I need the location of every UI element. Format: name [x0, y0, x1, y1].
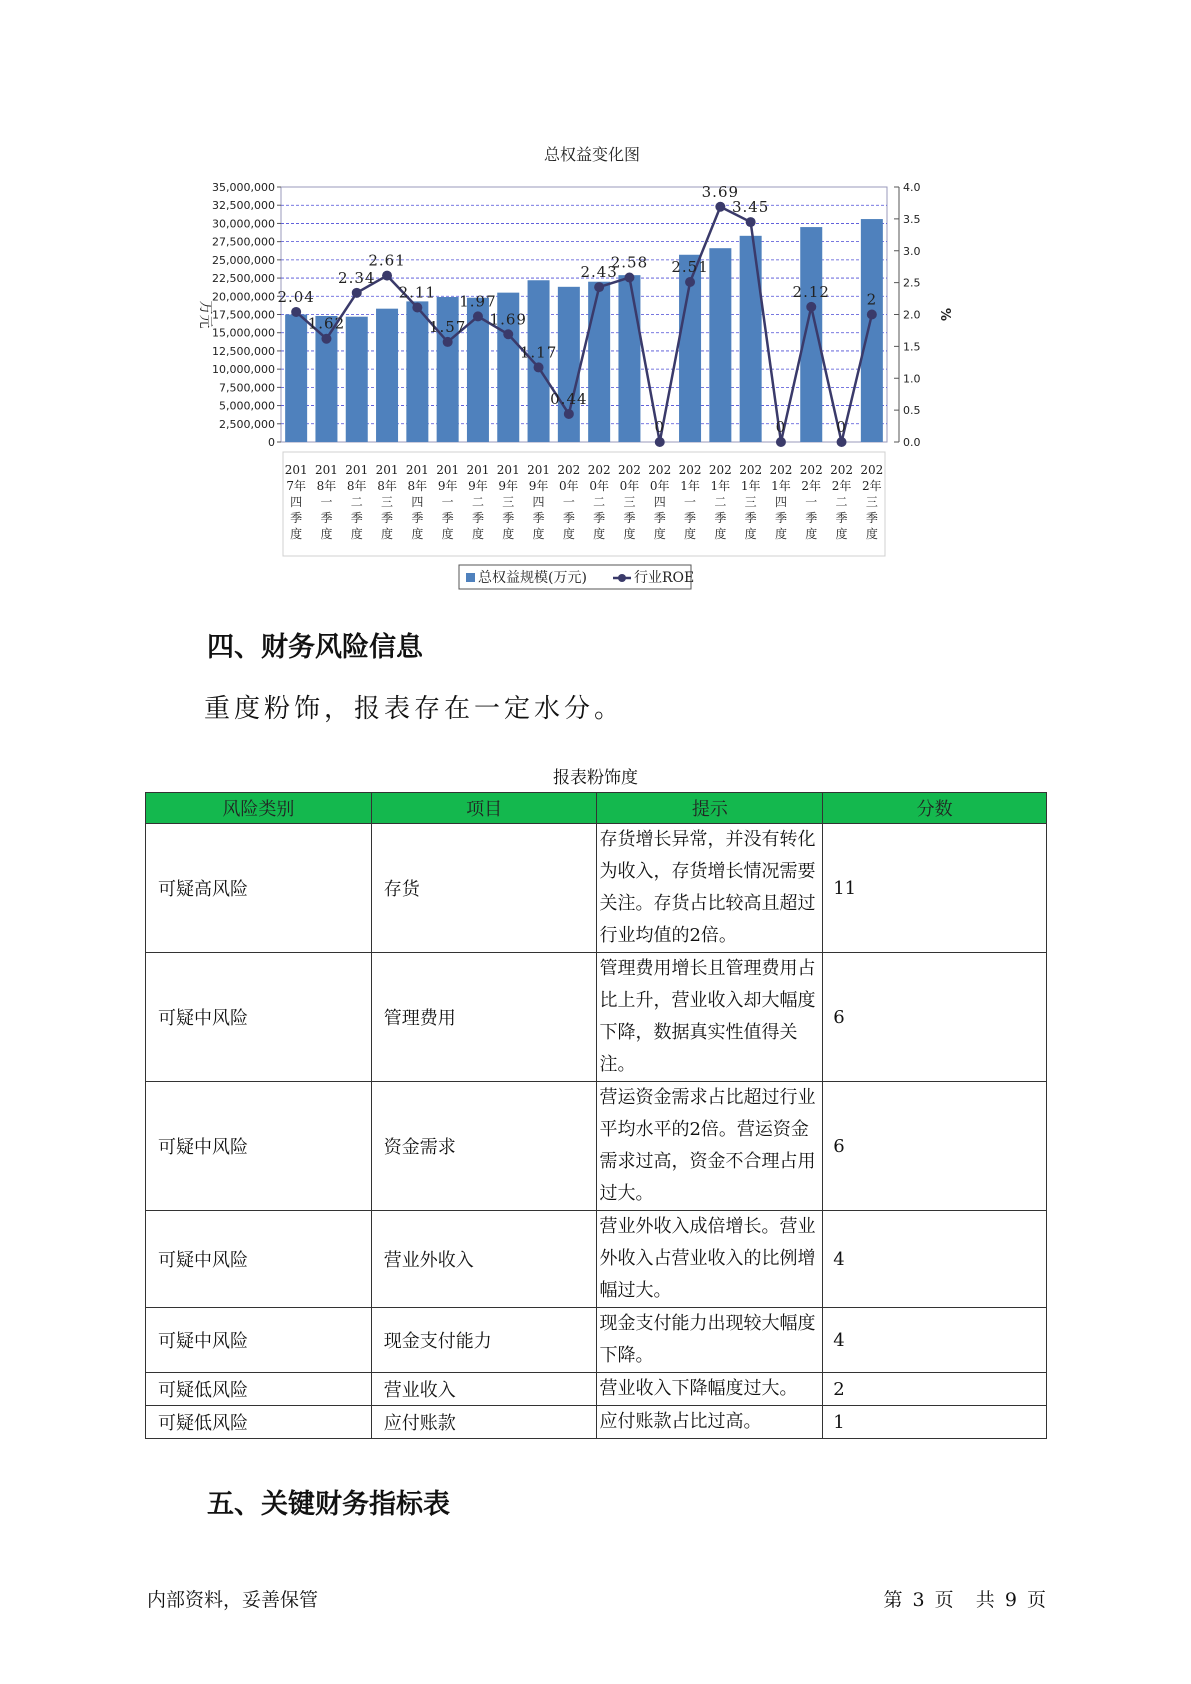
x-tick-label: 202: [678, 463, 702, 477]
risk-category: 可疑中风险: [146, 1211, 372, 1308]
roe-point: [806, 302, 816, 312]
y2-axis-label: %: [937, 307, 952, 322]
page-total-unit: 页: [1026, 1589, 1046, 1611]
x-axis-label-box: [283, 452, 885, 556]
chart-title: 总权益变化图: [543, 145, 641, 164]
x-tick-label: 2年: [862, 479, 882, 493]
footer-page-number: [881, 1585, 1048, 1612]
section-heading-risk: 四、财务风险信息: [207, 632, 423, 663]
x-tick-label: 四: [532, 495, 545, 509]
x-tick-label: 季: [320, 511, 333, 525]
roe-data-label: 0: [654, 418, 666, 436]
page-total: 9: [1004, 1589, 1017, 1611]
bar: [285, 315, 307, 443]
x-tick-label: 三: [502, 495, 515, 509]
x-tick-label: 季: [411, 511, 424, 525]
header-score: 分数: [823, 793, 1047, 824]
x-tick-label: 四: [653, 495, 666, 509]
legend-label-line: 行业ROE: [634, 570, 695, 586]
x-tick-label: 季: [502, 511, 515, 525]
x-tick-label: 季: [835, 511, 848, 525]
x-tick-label: 1年: [740, 479, 761, 493]
x-tick-label: 度: [502, 527, 515, 541]
table-row: [146, 1373, 1047, 1406]
bar: [740, 236, 762, 442]
x-tick-label: 度: [290, 527, 303, 541]
x-tick-label: 度: [411, 527, 424, 541]
x-tick-label: 季: [593, 511, 606, 525]
roe-point: [534, 362, 544, 372]
y-tick-label: 7,500,000: [219, 381, 275, 395]
bar: [346, 317, 368, 442]
x-tick-label: 三: [865, 495, 878, 509]
x-tick-label: 201: [436, 463, 460, 477]
risk-score: 4: [823, 1211, 1047, 1308]
y-tick-label: 35,000,000: [212, 181, 275, 194]
risk-category: 可疑低风险: [146, 1373, 372, 1406]
roe-data-label: 1.62: [307, 314, 346, 333]
roe-data-label: 2.34: [338, 268, 376, 287]
page-unit: 页: [934, 1589, 954, 1611]
risk-score: 6: [823, 953, 1047, 1082]
x-tick-label: 四: [411, 495, 424, 509]
risk-score: 1: [823, 1406, 1047, 1439]
x-tick-label: 度: [532, 527, 545, 541]
x-tick-label: 9年: [468, 479, 488, 493]
risk-category: 可疑高风险: [146, 824, 372, 953]
x-tick-label: 二: [350, 495, 363, 509]
x-tick-label: 季: [653, 511, 666, 525]
roe-point: [473, 311, 483, 321]
x-tick-label: 1年: [680, 479, 700, 493]
x-tick-label: 季: [774, 511, 787, 525]
x-tick-label: 度: [714, 527, 727, 541]
risk-category: 可疑中风险: [146, 953, 372, 1082]
x-tick-label: 二: [835, 495, 848, 509]
y-tick-label: 0: [268, 436, 275, 449]
x-tick-label: 三: [381, 495, 394, 509]
x-tick-label: 9年: [528, 479, 549, 493]
y2-tick-label: 2.5: [903, 276, 921, 290]
x-tick-label: 202: [739, 463, 763, 477]
x-tick-label: 一: [684, 495, 697, 509]
x-tick-label: 季: [744, 511, 757, 525]
y2-tick-label: 3.5: [903, 212, 921, 226]
risk-hint: 存货增长异常，并没有转化为收入，存货增长情况需要关注。存货占比较高且超过行业均值的2倍。: [597, 824, 823, 953]
x-tick-label: 202: [830, 463, 854, 477]
x-tick-label: 季: [350, 511, 363, 525]
roe-data-label: 3.69: [701, 182, 740, 201]
x-tick-label: 季: [623, 511, 636, 525]
x-tick-label: 202: [587, 463, 611, 477]
x-tick-label: 202: [860, 463, 884, 477]
risk-score: 11: [823, 824, 1047, 953]
risk-item: 现金支付能力: [371, 1308, 597, 1373]
roe-point: [382, 271, 392, 281]
roe-data-label: 1.69: [489, 310, 527, 329]
x-tick-label: 1年: [710, 479, 731, 493]
x-tick-label: 二: [471, 495, 484, 509]
x-tick-label: 二: [593, 495, 606, 509]
roe-point: [564, 409, 574, 419]
risk-item: 营业外收入: [371, 1211, 597, 1308]
y2-tick-label: 4.0: [903, 181, 921, 194]
x-tick-label: 201: [375, 463, 399, 477]
y-tick-label: 25,000,000: [212, 253, 275, 267]
table-row: [146, 1406, 1047, 1439]
x-tick-label: 一: [441, 495, 454, 509]
y-tick-label: 2,500,000: [219, 417, 275, 431]
x-tick-label: 一: [320, 495, 333, 509]
risk-summary-text: 重度粉饰，报表存在一定水分。: [204, 694, 625, 724]
roe-data-label: 2.11: [398, 283, 437, 302]
roe-point: [715, 202, 725, 212]
table-header-row: [146, 793, 1047, 824]
roe-data-label: 2.12: [792, 282, 830, 301]
x-tick-label: 季: [714, 511, 727, 525]
risk-item: 管理费用: [371, 953, 597, 1082]
y2-tick-label: 0.5: [903, 404, 921, 418]
bar: [406, 301, 428, 442]
risk-hint: 管理费用增长且管理费用占比上升，营业收入却大幅度下降，数据真实性值得关注。: [597, 953, 823, 1082]
roe-point: [412, 302, 422, 312]
x-tick-label: 四: [290, 495, 303, 509]
y-tick-label: 27,500,000: [212, 235, 275, 249]
roe-point: [746, 217, 756, 227]
x-tick-label: 7年: [286, 479, 306, 493]
risk-score: 6: [823, 1082, 1047, 1211]
x-tick-label: 201: [345, 463, 369, 477]
risk-table: [145, 792, 1047, 1439]
risk-hint: 营业外收入成倍增长。营业外收入占营业收入的比例增幅过大。: [597, 1211, 823, 1308]
x-tick-label: 度: [653, 527, 666, 541]
x-tick-label: 2年: [801, 479, 822, 493]
bar: [800, 227, 822, 442]
legend-label-bar: 总权益规模(万元): [478, 570, 587, 586]
x-tick-label: 202: [557, 463, 581, 477]
table-row: [146, 824, 1047, 953]
table-row: [146, 953, 1047, 1082]
y2-tick-label: 0.0: [903, 436, 921, 449]
x-tick-label: 2年: [831, 479, 852, 493]
x-tick-label: 二: [714, 495, 727, 509]
x-tick-label: 季: [562, 511, 575, 525]
x-tick-label: 202: [799, 463, 823, 477]
page-total-prefix: 共: [975, 1589, 995, 1611]
x-tick-label: 度: [350, 527, 363, 541]
x-tick-label: 度: [805, 527, 818, 541]
x-tick-label: 202: [708, 463, 732, 477]
x-tick-label: 8年: [316, 479, 337, 493]
x-tick-label: 度: [320, 527, 333, 541]
roe-point: [655, 437, 665, 447]
x-tick-label: 季: [441, 511, 454, 525]
x-tick-label: 一: [562, 495, 575, 509]
roe-point: [503, 329, 513, 339]
y-tick-label: 22,500,000: [212, 272, 275, 286]
header-category: 风险类别: [146, 793, 372, 824]
roe-data-label: 1.57: [428, 317, 467, 336]
x-tick-label: 度: [774, 527, 787, 541]
x-tick-label: 9年: [498, 479, 519, 493]
table-caption: 报表粉饰度: [553, 768, 638, 788]
x-tick-label: 202: [769, 463, 793, 477]
roe-data-label: 2.51: [671, 257, 709, 276]
x-tick-label: 9年: [437, 479, 458, 493]
y2-tick-label: 1.5: [903, 340, 921, 354]
x-tick-label: 季: [471, 511, 484, 525]
roe-data-label: 2: [866, 290, 878, 309]
x-tick-label: 度: [865, 527, 878, 541]
x-tick-label: 季: [805, 511, 818, 525]
roe-data-label: 0: [836, 418, 847, 436]
x-tick-label: 8年: [407, 479, 428, 493]
risk-item: 资金需求: [371, 1082, 597, 1211]
roe-point: [594, 282, 604, 292]
risk-score: 2: [823, 1373, 1047, 1406]
x-tick-label: 0年: [619, 479, 640, 493]
roe-point: [321, 334, 331, 344]
page-current: 3: [912, 1589, 925, 1611]
x-tick-label: 四: [774, 495, 787, 509]
x-tick-label: 度: [835, 527, 848, 541]
roe-point: [443, 337, 453, 347]
risk-category: 可疑中风险: [146, 1082, 372, 1211]
x-tick-label: 201: [496, 463, 520, 477]
x-tick-label: 三: [623, 495, 636, 509]
x-tick-label: 0年: [589, 479, 609, 493]
y-tick-label: 15,000,000: [212, 326, 275, 340]
legend-swatch-point: [618, 574, 626, 582]
x-tick-label: 三: [744, 495, 757, 509]
x-tick-label: 201: [284, 463, 308, 477]
x-tick-label: 201: [314, 463, 338, 477]
bar: [588, 282, 610, 442]
risk-hint: 营运资金需求占比超过行业平均水平的2倍。营运资金需求过高，资金不合理占用过大。: [597, 1082, 823, 1211]
y-axis-label: 万元: [197, 300, 213, 329]
roe-point: [776, 437, 786, 447]
equity-chart: [180, 140, 1010, 595]
bar: [861, 219, 883, 442]
risk-item: 应付账款: [371, 1406, 597, 1439]
bar: [376, 309, 398, 442]
x-tick-label: 季: [381, 511, 394, 525]
risk-hint: 应付账款占比过高。: [597, 1406, 823, 1439]
x-tick-label: 度: [744, 527, 757, 541]
y-tick-label: 12,500,000: [212, 344, 275, 358]
risk-item: 营业收入: [371, 1373, 597, 1406]
risk-hint: 营业收入下降幅度过大。: [597, 1373, 823, 1406]
x-tick-label: 度: [441, 527, 454, 541]
roe-data-label: 1.97: [459, 292, 497, 311]
roe-data-label: 2.58: [610, 253, 649, 272]
y2-tick-label: 2.0: [903, 308, 921, 322]
x-tick-label: 度: [381, 527, 394, 541]
roe-data-label: 2.43: [580, 263, 618, 282]
x-tick-label: 8年: [346, 479, 367, 493]
roe-data-label: 0.44: [550, 389, 588, 408]
page-prefix: 第: [883, 1589, 903, 1611]
x-tick-label: 0年: [559, 479, 579, 493]
x-tick-label: 201: [405, 463, 429, 477]
y2-tick-label: 3.0: [903, 244, 921, 258]
risk-hint: 现金支付能力出现较大幅度下降。: [597, 1308, 823, 1373]
x-tick-label: 度: [471, 527, 484, 541]
x-tick-label: 季: [684, 511, 697, 525]
x-tick-label: 202: [617, 463, 641, 477]
y2-tick-label: 1.0: [903, 372, 921, 386]
x-tick-label: 1年: [771, 479, 791, 493]
roe-data-label: 2.61: [368, 251, 406, 270]
equity-chart-svg: [180, 140, 1010, 595]
y-tick-label: 17,500,000: [212, 308, 275, 322]
y-tick-label: 32,500,000: [212, 199, 275, 213]
x-tick-label: 季: [865, 511, 878, 525]
risk-item: 存货: [371, 824, 597, 953]
risk-category: 可疑中风险: [146, 1308, 372, 1373]
bar: [709, 248, 731, 442]
x-tick-label: 度: [623, 527, 636, 541]
header-hint: 提示: [597, 793, 823, 824]
y-tick-label: 20,000,000: [212, 290, 275, 304]
x-tick-label: 一: [805, 495, 818, 509]
x-tick-label: 201: [527, 463, 551, 477]
header-item: 项目: [371, 793, 597, 824]
table-row: [146, 1211, 1047, 1308]
roe-point: [291, 307, 301, 317]
x-tick-label: 季: [532, 511, 545, 525]
risk-category: 可疑低风险: [146, 1406, 372, 1439]
y-tick-label: 10,000,000: [212, 363, 275, 377]
y-tick-label: 5,000,000: [219, 399, 275, 413]
roe-point: [352, 288, 362, 298]
x-tick-label: 202: [648, 463, 672, 477]
roe-data-label: 2.04: [277, 287, 315, 306]
x-tick-label: 季: [290, 511, 303, 525]
section-heading-key-indicators: 五、关键财务指标表: [207, 1489, 450, 1520]
roe-point: [624, 273, 634, 283]
table-row: [146, 1308, 1047, 1373]
x-tick-label: 201: [466, 463, 490, 477]
roe-data-label: 1.17: [519, 343, 558, 362]
x-tick-label: 0年: [649, 479, 670, 493]
x-tick-label: 度: [684, 527, 697, 541]
risk-score: 4: [823, 1308, 1047, 1373]
roe-point: [685, 277, 695, 287]
x-tick-label: 8年: [377, 479, 397, 493]
y-tick-label: 30,000,000: [212, 217, 275, 231]
bar: [618, 275, 640, 442]
x-tick-label: 度: [593, 527, 606, 541]
roe-data-label: 3.45: [731, 198, 770, 217]
footer-confidential-note: 内部资料，妥善保管: [147, 1589, 319, 1611]
table-row: [146, 1082, 1047, 1211]
legend-swatch-bar: [466, 573, 475, 582]
roe-point: [867, 310, 877, 320]
roe-data-label: 0: [775, 418, 787, 436]
x-tick-label: 度: [562, 527, 575, 541]
roe-point: [837, 437, 847, 447]
